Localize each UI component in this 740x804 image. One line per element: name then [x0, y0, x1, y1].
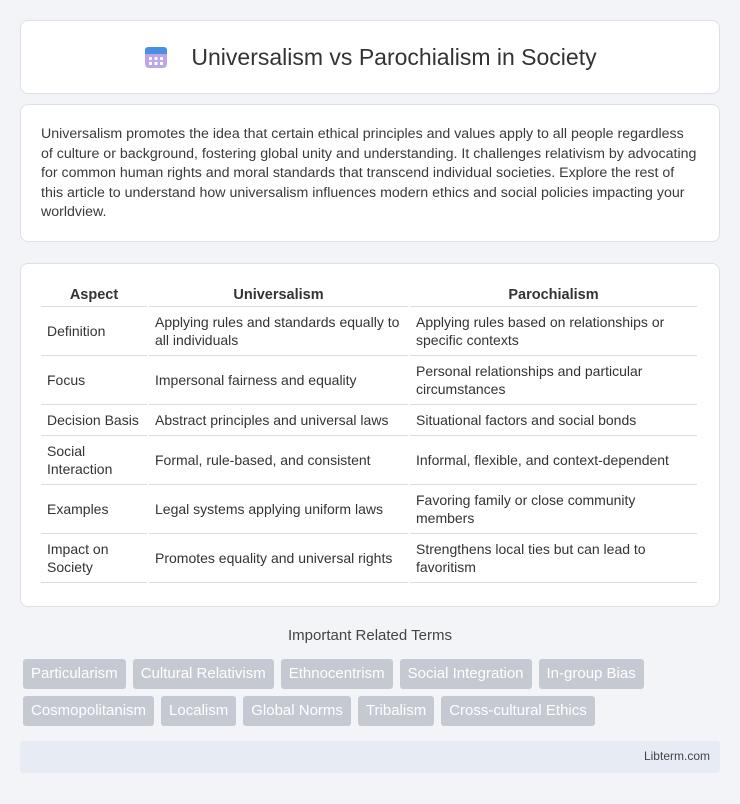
tag-localism[interactable]: Localism [161, 696, 236, 726]
tag-social-integration[interactable]: Social Integration [400, 659, 532, 689]
table-row [41, 485, 697, 534]
tag-cosmopolitanism[interactable]: Cosmopolitanism [23, 696, 154, 726]
parochialism-cell: Strengthens local ties but can lead to favoritism [410, 534, 697, 583]
parochialism-cell: Informal, flexible, and context-dependent [410, 436, 697, 485]
header-aspect: Aspect [41, 282, 147, 307]
aspect-cell: Focus [41, 356, 147, 405]
parochialism-cell: Situational factors and social bonds [410, 405, 697, 436]
header-card [20, 20, 720, 94]
table-row [41, 436, 697, 485]
table-row [41, 405, 697, 436]
universalism-cell: Formal, rule-based, and consistent [149, 436, 408, 485]
universalism-cell: Abstract principles and universal laws [149, 405, 408, 436]
aspect-cell: Impact on Society [41, 534, 147, 583]
related-terms-tags [23, 659, 723, 726]
tag-particularism[interactable]: Particularism [23, 659, 126, 689]
aspect-cell: Social Interaction [41, 436, 147, 485]
tag-global-norms[interactable]: Global Norms [243, 696, 351, 726]
header [143, 44, 596, 71]
table-row [41, 307, 697, 356]
parochialism-cell: Favoring family or close community members [410, 485, 697, 534]
universalism-cell: Legal systems applying uniform laws [149, 485, 408, 534]
aspect-cell: Definition [41, 307, 147, 356]
tag-cultural-relativism[interactable]: Cultural Relativism [133, 659, 274, 689]
aspect-cell: Examples [41, 485, 147, 534]
intro-paragraph: Universalism promotes the idea that certain ethical principles and values apply to all people regardless of culture or background, fostering global unity and understanding. It challenges relativism by advocating for common human rights and moral standards that transcend individual societies. Explore the rest of this article to understand how universalism influences modern ethics and social policies impacting your worldview. [41, 126, 697, 221]
universalism-cell: Promotes equality and universal rights [149, 534, 408, 583]
related-terms-title: Important Related Terms [288, 627, 452, 644]
header-parochialism: Parochialism [410, 282, 697, 307]
tag-in-group-bias[interactable]: In-group Bias [539, 659, 644, 689]
calendar-app-icon [143, 44, 169, 70]
universalism-cell: Applying rules and standards equally to all individuals [149, 307, 408, 356]
comparison-table [39, 282, 699, 583]
table-row [41, 534, 697, 583]
tag-tribalism[interactable]: Tribalism [358, 696, 434, 726]
page-title: Universalism vs Parochialism in Society [191, 43, 597, 70]
table-row [41, 356, 697, 405]
parochialism-cell: Personal relationships and particular circumstances [410, 356, 697, 405]
table-header-row [41, 282, 697, 307]
aspect-cell: Decision Basis [41, 405, 147, 436]
parochialism-cell: Applying rules based on relationships or specific contexts [410, 307, 697, 356]
tag-ethnocentrism[interactable]: Ethnocentrism [281, 659, 393, 689]
universalism-cell: Impersonal fairness and equality [149, 356, 408, 405]
header-universalism: Universalism [149, 282, 408, 307]
intro-card [20, 104, 720, 242]
footer [20, 741, 720, 773]
tag-cross-cultural-ethics[interactable]: Cross-cultural Ethics [441, 696, 595, 726]
footer-site-link[interactable]: Libterm.com [643, 749, 710, 763]
comparison-table-card [20, 263, 720, 607]
